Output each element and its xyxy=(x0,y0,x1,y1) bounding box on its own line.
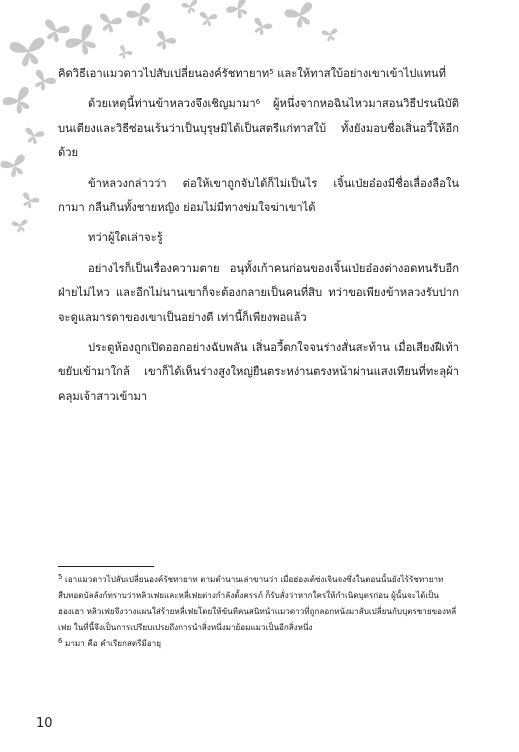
paragraph: ทว่าผู้ใดเล่าจะรู้ xyxy=(88,231,163,245)
footnotes xyxy=(58,571,460,651)
footnote xyxy=(58,635,460,651)
footnote-text: มามา คือ คำเรียกสตรีมีอายุ xyxy=(65,638,161,649)
butterfly-icon xyxy=(9,37,48,69)
butterfly-icon xyxy=(1,85,37,118)
butterfly-icon xyxy=(40,19,71,45)
butterfly-icon xyxy=(0,154,30,180)
footnote-mark: 5 xyxy=(58,573,63,581)
footnote xyxy=(58,571,460,635)
footnote-mark: 6 xyxy=(58,637,63,646)
footnote-divider xyxy=(58,566,154,567)
paragraph: ข้าหลวงกล่าวว่า ต่อให้เขาถูกจับได้ก็ไม่เป็นไร เจิ้นเป่ยอ๋องมีชื่อเลื่องลือในกามา กลืนกินทั้งชายหญิง ย่อมไม่มีทางข่มใจฆ่าเขาได้ xyxy=(58,176,459,215)
butterfly-icon xyxy=(97,13,123,35)
butterfly-icon xyxy=(225,0,253,23)
butterfly-icon xyxy=(19,192,40,211)
butterfly-icon xyxy=(181,0,200,15)
butterfly-icon xyxy=(198,11,218,27)
butterfly-icon xyxy=(250,17,273,38)
butterfly-icon xyxy=(11,219,29,233)
butterfly-icon xyxy=(151,29,177,53)
page-number: 10 xyxy=(36,716,53,731)
chapter-text xyxy=(58,62,459,409)
butterfly-icon xyxy=(64,22,104,61)
paragraph: อย่างไรก็เป็นเรื่องความตาย อนุทั้งเก้าคนก่อนของเจิ้นเป่ยอ๋องต่างอดทนรับอีกฝ่ายไม่ไหว และอีกไม่นานเขาก็จะต้องกลายเป็นคนที่สิบ ทว่าขอเพียงข้าหลวงรับปากจะดูแลมารดาของเขาเป็นอย่างดี เท่านี้ก็เพียงพอแล้ว xyxy=(58,261,459,324)
footnote-text: เอาแมวดาวไปสับเปลี่ยนองค์รัชทายาท ตามตำนานเล่าขานว่า เมื่อฮ่องเต้ซ่งเจินจงซึ่งในตอนนั้นยังไร้รัชทายาทสืบทอดบัลลังก์ทราบว่าหลิวเฟยและหลี่เฟยต่างกำลังตั้งครรภ์ ก็รับสั่งว่าหากใครให้กำเนิดบุตรก่อน ผู้นั้นจะได้เป็นฮองเฮา หลิวเฟยจึงวางแผนใส่ร้ายหลี่เฟยโดยให้ขันทีคนสนิทนำแมวดาวที่ถูกลอกหนังมาสับเปลี่ยนกับบุตรชายของหลี่เฟย ในที่นี้จึงเป็นการเปรียบเปรยถึงการนำสิ่งหนึ่งมาย้อมแมวเป็นอีกสิ่งหนึ่ง xyxy=(58,574,457,633)
butterfly-icon xyxy=(321,28,339,42)
butterfly-icon xyxy=(284,1,318,31)
butterfly-icon xyxy=(29,69,57,94)
paragraph: ประตูห้องถูกเปิดออกอย่างฉับพลัน เสิ่นอวี้ตกใจจนร่างสั่นสะท้าน เมื่อเสียงฝีเท้าขยับเข้ามาใกล้ เขาก็ได้เห็นร่างสูงใหญ่ยืนตระหง่านตรงหน้าผ่านแสงเทียนที่ทะลุผ้าคลุมเจ้าสาวเข้ามา xyxy=(58,341,459,403)
footnote-ref: 6 xyxy=(255,98,261,107)
paragraph: ด้วยเหตุนี้ท่านข้าหลวงจึงเชิญมามา$^6$ ผู้หนึ่งจากหอฉินไหวมาสอนวิธีปรนนิบัติบนเตียงและวิธีซ่อนเร้นว่าเป็นบุรุษมิได้เป็นสตรีแก่ทาสใบ้ ทั้งยังมอบชื่อเสิ่นอวี้ให้อีกด้วย xyxy=(58,97,459,160)
butterfly-icon xyxy=(125,2,156,30)
paragraph: คิดวิธีเอาแมวดาวไปสับเปลี่ยนองค์รัชทายาท$^5$ และให้ทาสใบ้อย่างเขาเข้าไปแทนที่ xyxy=(58,67,447,80)
butterfly-icon xyxy=(115,44,133,61)
butterfly-icon xyxy=(22,127,44,146)
footnote-ref: 5 xyxy=(269,68,274,76)
